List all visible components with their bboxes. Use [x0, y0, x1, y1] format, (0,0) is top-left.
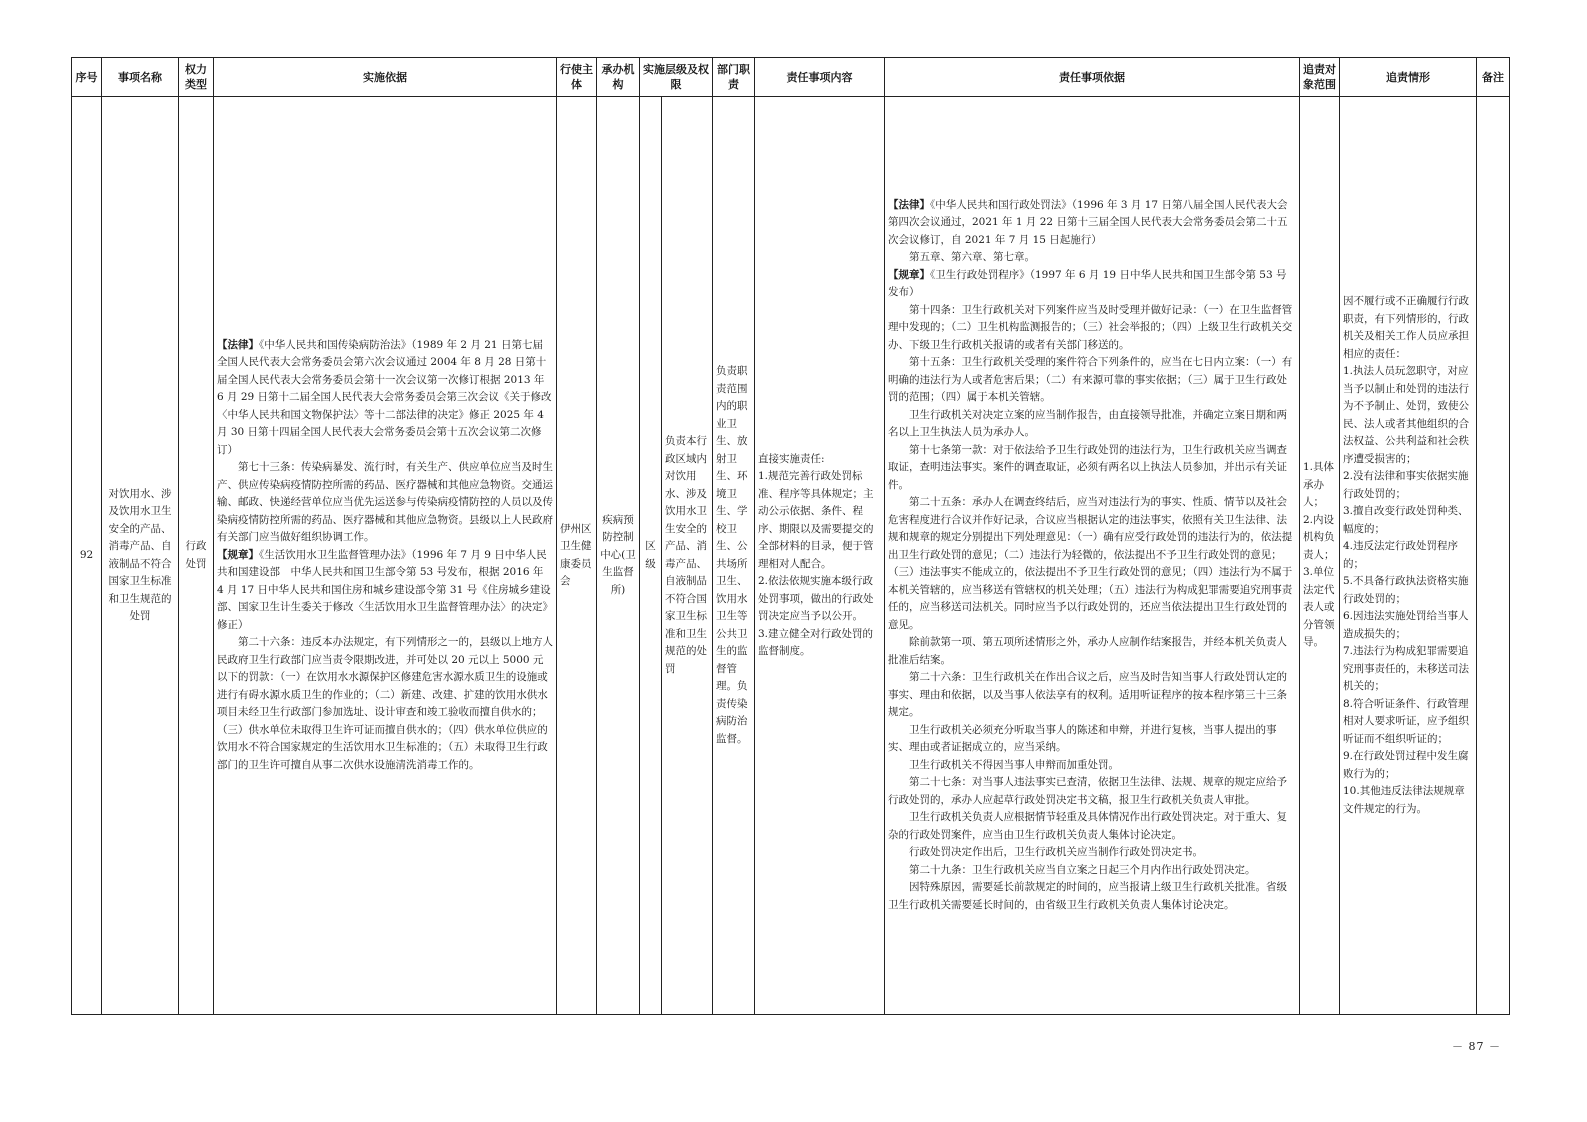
resp-basis-paragraph: 第二十六条：卫生行政机关在作出合议之后，应当及时告知当事人行政处罚认定的事实、理由和依据，以及当事人依法享有的权利。适用听证程序的按本程序第三十三条规定。: [888, 671, 1287, 719]
header-resp-content: 责任事项内容: [755, 58, 885, 97]
liability-table: [71, 57, 1510, 1015]
resp-content-line: 直接实施责任:: [758, 452, 825, 465]
accountability-case-line: 4.违反法定行政处罚程序的；: [1343, 540, 1459, 570]
resp-basis-paragraph: 卫生行政机关对决定立案的应当制作报告，由直接领导批准，并确定立案日期和两名以上卫生执法人员为承办人。: [888, 408, 1287, 439]
basis-paragraph: 第二十六条：违反本办法规定，有下列情形之一的，县级以上地方人民政府卫生行政部门应当责令限期改进，并可处以 20 元以上 5000 元以下的罚款：（一）在饮用水水源保护区修建危害水源水质卫生的设施或进行有碍水源水质卫生的作业的；（二）新建、改建、扩建的饮用水供水项目未经卫生行政部门参加选址、设计审查和竣工验收而擅自供水的；（三）供水单位未取得卫生许可证而擅自供水的；（四）供水单位供应的饮用水不符合国家规定的生活饮用水卫生标准的；（五）未取得卫生行政部门的卫生许可擅自从事二次供水设施清洗消毒工作的。: [217, 636, 553, 771]
resp-basis-paragraph: 卫生行政机关负责人应根据情节轻重及具体情况作出行政处罚决定。对于重大、复杂的行政处罚案件，应当由卫生行政机关负责人集体讨论决定。: [888, 811, 1287, 841]
cell-handler: 疾病预防控制中心(卫生监督所): [597, 97, 640, 1015]
header-handler: 承办机构: [597, 58, 640, 97]
cell-subject: 伊州区卫生健康委员会: [557, 97, 597, 1015]
resp-basis-paragraph: 第二十五条：承办人在调查终结后，应当对违法行为的事实、性质、情节以及社会危害程度进行合议并作好记录，合议应当根据认定的违法事实，依照有关卫生法律、法规和规章的规定分别提出下列处理意见：（一）确有应受行政处罚的违法行为的，依法提出卫生行政处罚的意见；（二）违法行为轻微的，依法提出不予卫生行政处罚的意见；（三）违法事实不能成立的，依法提出不予卫生行政处罚的意见；（四）违法行为不属于本机关管辖的，应当移送有管辖权的机关处理；（五）违法行为构成犯罪需要追究刑事责任的，应当移送司法机关。同时应当予以行政处罚的，还应当依法提出卫生行政处罚的意见。: [888, 496, 1293, 631]
cell-accountability-cases: [1340, 97, 1477, 1015]
accountability-case-line: 3.擅自改变行政处罚种类、幅度的；: [1343, 505, 1469, 535]
cell-resp-content: [755, 97, 885, 1015]
table-row: [72, 97, 1510, 1015]
resp-basis-paragraph: 第五章、第六章、第七章。: [909, 251, 1035, 264]
resp-basis-paragraph: 【规章】《卫生行政处罚程序》（1997 年 6 月 19 日中华人民共和国卫生部令第 53 号发布）: [888, 268, 1287, 299]
header-basis: 实施依据: [214, 58, 557, 97]
header-duty: 部门职责: [713, 58, 755, 97]
cell-resp-basis: [885, 97, 1300, 1015]
resp-basis-paragraph: 卫生行政机关不得因当事人申辩而加重处罚。: [909, 758, 1119, 771]
accountability-case-line: 1.执法人员玩忽职守，对应当予以制止和处罚的违法行为不予制止、处罚，致使公民、法人或者其他组织的合法权益、公共利益和社会秩序遭受损害的；: [1343, 365, 1469, 465]
header-power-type: 权力类型: [179, 58, 214, 97]
cell-basis: [214, 97, 557, 1015]
accountability-case-line: 6.因违法实施处罚给当事人造成损失的；: [1343, 610, 1469, 640]
accountability-case-line: 因不履行或不正确履行行政职责，有下列情形的，行政机关及相关工作人员应承担相应的责任：: [1343, 295, 1469, 360]
resp-basis-paragraph: 第十五条：卫生行政机关受理的案件符合下列条件的，应当在七日内立案：（一）有明确的违法行为人或者危害后果；（二）有来源可靠的事实依据；（三）属于卫生行政处罚的范围；（四）属于本机关管辖。: [888, 356, 1293, 404]
cell-item-name: 对饮用水、涉及饮用水卫生安全的产品、消毒产品、自液制品不符合国家卫生标准和卫生规范的处罚: [102, 97, 179, 1015]
header-level: 实施层级及权限: [640, 58, 713, 97]
header-accountability-cases: 追责情形: [1340, 58, 1477, 97]
basis-paragraph: 【规章】《生活饮用水卫生监督管理办法》（1996 年 7 月 9 日中华人民共和国建设部 中华人民共和国卫生部令第 53 号发布，根据 2016 年 4 月 17 日中华人民共和国住房和城乡建设部令第 31 号《住房城乡建设部、国家卫生计生委关于修改〈生活饮用水卫生监督管理办法〉的决定》修正）: [217, 548, 553, 631]
basis-paragraph: 第七十三条：传染病暴发、流行时，有关生产、供应单位应当及时生产、供应传染病疫情防控所需的药品、医疗器械和其他应急物资。交通运输、邮政、快递经营单位应当优先运送参与传染病疫情防控的人员以及传染病疫情防控所需的药品、医疗器械和其他应急物资。县级以上人民政府有关部门应当做好组织协调工作。: [217, 461, 553, 544]
resp-basis-paragraph: 第十七条第一款：对于依法给予卫生行政处罚的违法行为，卫生行政机关应当调查取证，查明违法事实。案件的调查取证，必须有两名以上执法人员参加，并出示有关证件。: [888, 443, 1287, 491]
accountability-case-line: 5.不具备行政执法资格实施行政处罚的；: [1343, 575, 1469, 605]
cell-power-type: 行政处罚: [179, 97, 214, 1015]
header-seq: 序号: [72, 58, 102, 97]
cell-seq: 92: [72, 97, 102, 1015]
cell-duty: 负责职责范围内的职业卫生、放射卫生、环境卫生、学校卫生、公共场所卫生、饮用水卫生等公共卫生的监督管理。负责传染病防治监督。: [713, 97, 755, 1015]
header-subject: 行使主体: [557, 58, 597, 97]
accountability-case-line: 8.符合听证条件、行政管理相对人要求听证，应予组织听证而不组织听证的；: [1343, 697, 1469, 745]
resp-content-line: 3.建立健全对行政处罚的监督制度。: [758, 627, 874, 657]
resp-basis-paragraph: 第二十九条：卫生行政机关应当自立案之日起三个月内作出行政处罚决定。: [909, 863, 1256, 876]
cell-level-1: 区级: [640, 97, 662, 1015]
resp-basis-paragraph: 卫生行政机关必须充分听取当事人的陈述和申辩，并进行复核，当事人提出的事实、理由或者证据成立的，应当采纳。: [888, 723, 1277, 754]
cell-accountability-scope: 1.具体承办人； 2.内设机构负责人； 3.单位法定代表人或分管领导。: [1300, 97, 1340, 1015]
resp-basis-paragraph: 第二十七条：对当事人违法事实已查清，依据卫生法律、法规、规章的规定应给予行政处罚的，承办人应起草行政处罚决定书文稿，报卫生行政机关负责人审批。: [888, 776, 1287, 806]
resp-basis-paragraph: 第十四条：卫生行政机关对下列案件应当及时受理并做好记录：（一）在卫生监督管理中发现的；（二）卫生机构监测报告的；（三）社会举报的；（四）上级卫生行政机关交办、下级卫生行政机关报请的或者有关部门移送的。: [888, 303, 1293, 351]
resp-basis-paragraph: 【法律】《中华人民共和国行政处罚法》（1996 年 3 月 17 日第八届全国人民代表大会第四次会议通过，2021 年 1 月 22 日第十三届全国人民代表大会常务委员会第二十五次会议修订，自 2021 年 7 月 15 日起施行）: [888, 198, 1288, 246]
cell-level-2: 负责本行政区域内对饮用水、涉及饮用水卫生安全的产品、消毒产品、自液制品不符合国家卫生标准和卫生规范的处罚: [662, 97, 713, 1015]
page-number: － 87 －: [1452, 1040, 1501, 1053]
resp-basis-paragraph: 因特殊原因，需要延长前款规定的时间的，应当报请上级卫生行政机关批准。省级卫生行政机关需要延长时间的，由省级卫生行政机关负责人集体讨论决定。: [888, 881, 1287, 911]
header-resp-basis: 责任事项依据: [885, 58, 1300, 97]
header-accountability-scope: 追责对象范围: [1300, 58, 1340, 97]
header-row: [72, 58, 1510, 97]
resp-content-line: 1.规范完善行政处罚标准、程序等具体规定；主动公示依据、条件、程序、期限以及需要提交的全部材料的目录，便于管理相对人配合。: [758, 470, 874, 570]
accountability-case-line: 9.在行政处罚过程中发生腐败行为的；: [1343, 750, 1469, 780]
cell-remarks: [1477, 97, 1510, 1015]
resp-basis-paragraph: 行政处罚决定作出后，卫生行政机关应当制作行政处罚决定书。: [909, 846, 1203, 859]
resp-basis-paragraph: 除前款第一项、第五项所述情形之外，承办人应制作结案报告，并经本机关负责人批准后结案。: [888, 636, 1287, 666]
accountability-case-line: 2.没有法律和事实依据实施行政处罚的；: [1343, 470, 1469, 500]
resp-content-line: 2.依法依规实施本级行政处罚事项，做出的行政处罚决定应当予以公开。: [758, 575, 874, 622]
accountability-case-line: 10.其他违反法律法规规章文件规定的行为。: [1343, 785, 1465, 815]
basis-paragraph: 【法律】《中华人民共和国传染病防治法》（1989 年 2 月 21 日第七届全国人民代表大会常务委员会第六次会议通过 2004 年 8 月 28 日第十届全国人民代表大会常务委员会第十一次会议第一次修订根据 2013 年 6 月 29 日第十二届全国人民代表大会常务委员会第三次会议《关于修改〈中华人民共和国文物保护法〉等十二部法律的决定》修正 2025 年 4 月 30 日第十四届全国人民代表大会常务委员会第十五次会议第二次修订）: [217, 338, 552, 456]
header-item-name: 事项名称: [102, 58, 179, 97]
accountability-case-line: 7.违法行为构成犯罪需要追究刑事责任的，未移送司法机关的；: [1343, 645, 1469, 692]
header-remarks: 备注: [1477, 58, 1510, 97]
